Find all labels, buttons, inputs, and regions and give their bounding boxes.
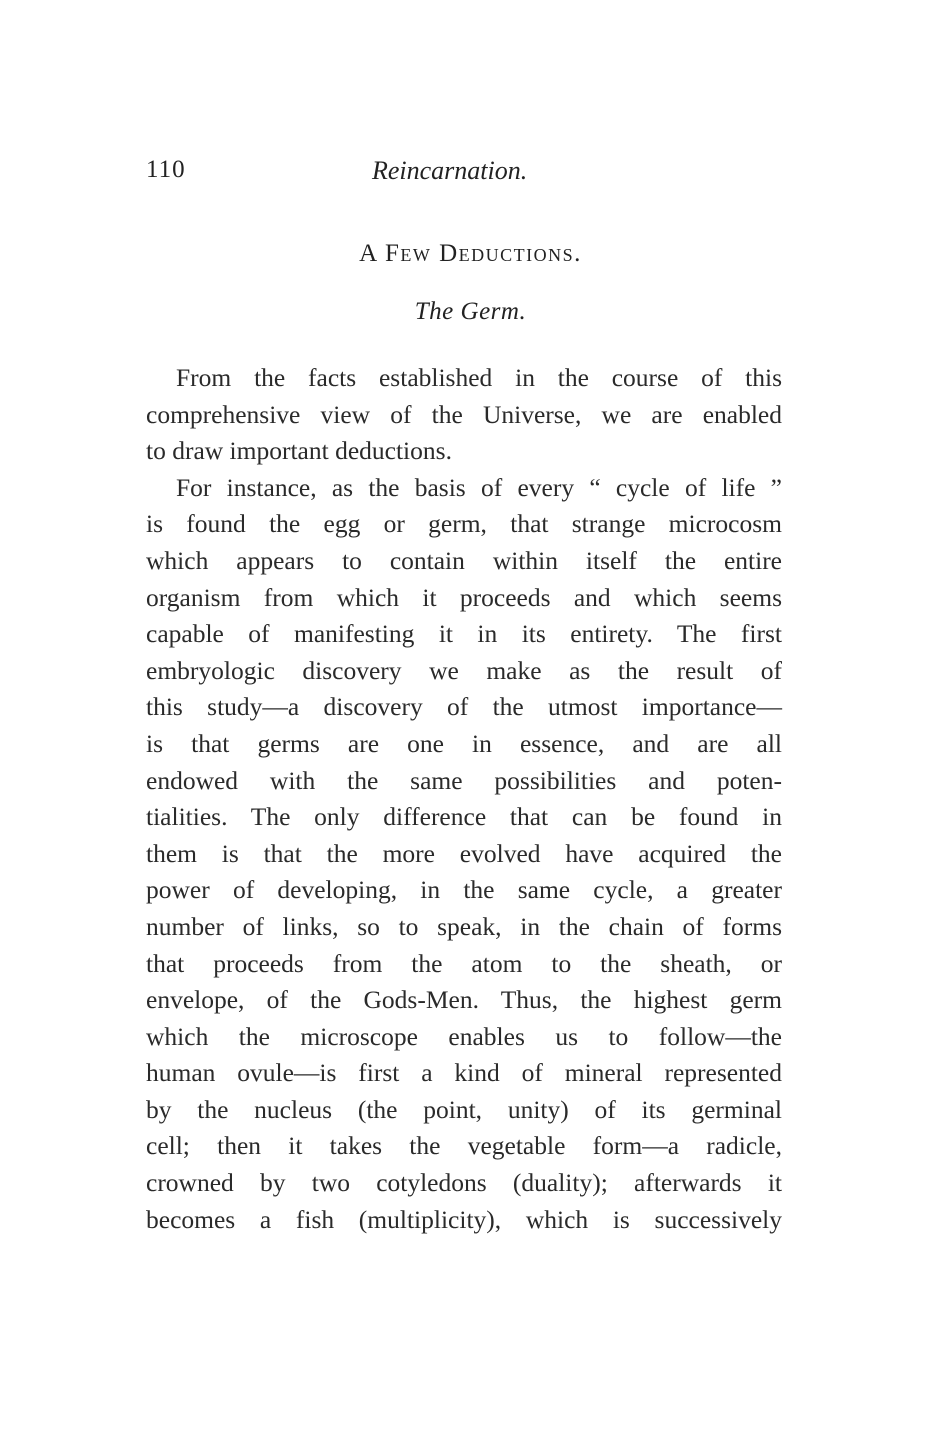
paragraph-2-line-8: is that germs are one in essence, and are all — [146, 728, 782, 758]
paragraph-2-line-6: embryologic discovery we make as the result of — [146, 655, 782, 685]
page-number: 110 — [146, 156, 186, 183]
paragraph-1-line-1: From the facts established in the course of this — [176, 363, 782, 392]
paragraph-2-line-21: becomes a fish (multiplicity), which is successively — [146, 1204, 782, 1234]
section-subheading: The Germ. — [414, 298, 527, 325]
paragraph-2-line-4: organism from which it proceeds and which seems — [146, 582, 782, 612]
page-header — [0, 156, 941, 192]
paragraph-2-line-19: cell; then it takes the vegetable form—a radicle, — [146, 1131, 782, 1161]
paragraph-2-line-16: which the microscope enables us to follow—the — [146, 1021, 782, 1051]
running-title: Reincarnation. — [372, 156, 528, 185]
section-heading: A Few Deductions. — [359, 240, 582, 267]
paragraph-2-line-14: that proceeds from the atom to the sheath, or — [146, 948, 782, 978]
paragraph-2-line-20: crowned by two cotyledons (duality); afterwards it — [146, 1168, 782, 1198]
paragraph-2-line-10: tialities. The only difference that can be found in — [146, 802, 782, 832]
paragraph-2-line-9: endowed with the same possibilities and poten- — [146, 765, 782, 795]
body-text — [146, 360, 782, 1238]
paragraph-2-line-11: them is that the more evolved have acquired the — [146, 838, 782, 868]
paragraph-2-line-5: capable of manifesting it in its entirety. The first — [146, 619, 782, 649]
paragraph-2-line-3: which appears to contain within itself the entire — [146, 545, 782, 575]
paragraph-1-line-2: comprehensive view of the Universe, we are enabled — [146, 399, 782, 429]
paragraph-2-line-7: this study—a discovery of the utmost importance— — [146, 692, 782, 722]
paragraph-1-line-3: to draw important deductions. — [146, 436, 452, 466]
paragraph-2-line-1: For instance, as the basis of every “ cycle of life ” — [176, 472, 782, 502]
paragraph-2-line-18: by the nucleus (the point, unity) of its germinal — [146, 1094, 782, 1124]
paragraph-2-line-12: power of developing, in the same cycle, a greater — [146, 875, 782, 905]
paragraph-2-line-17: human ovule—is first a kind of mineral represented — [146, 1058, 782, 1088]
paragraph-2-line-2: is found the egg or germ, that strange microcosm — [146, 509, 782, 539]
paragraph-2-line-15: envelope, of the Gods-Men. Thus, the highest germ — [146, 985, 782, 1015]
paragraph-2-line-13: number of links, so to speak, in the chain of forms — [146, 911, 782, 941]
